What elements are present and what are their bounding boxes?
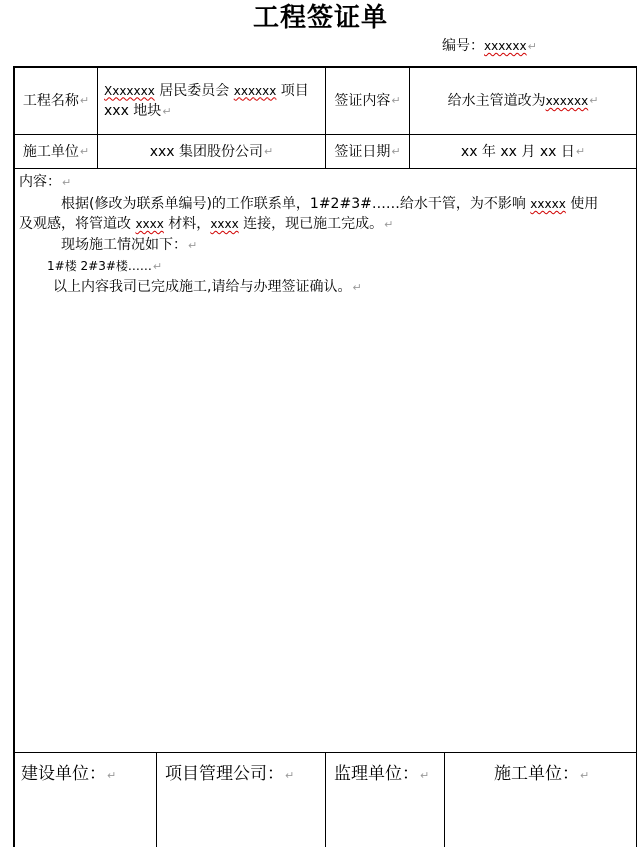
buildings-line xyxy=(19,256,633,277)
project-name-line-2: xxx 地块 xyxy=(104,102,162,119)
paragraph-2-text: 及观感，将管道改 xyxy=(19,216,136,232)
paragraph-mark-icon: ↵ xyxy=(162,104,172,118)
contractor-value-cell xyxy=(98,135,325,168)
conclusion-text: 以上内容我司已完成施工,请给与办理签证确认。 xyxy=(53,279,352,295)
signature-owner-label: 建设单位： xyxy=(21,764,106,784)
situation-line xyxy=(19,235,633,256)
paragraph-mark-icon: ↵ xyxy=(264,144,274,158)
visa-date-label: 签证日期 xyxy=(334,143,391,160)
paragraph-mark-icon: ↵ xyxy=(384,218,394,231)
situation-text: 现场施工情况如下： xyxy=(61,237,187,253)
paragraph-1-text: 根据(修改为联系单编号)的工作联系单，1#2#3#……给水干管，为不影响 xyxy=(61,196,531,212)
serial-value: xxxxxx xyxy=(484,39,527,53)
paragraph-mark-icon: ↵ xyxy=(188,239,198,252)
content-heading-line xyxy=(19,172,633,193)
buildings-text: 1#楼 2#3#楼…… xyxy=(47,259,152,273)
project-name-part-3: xxxxxx xyxy=(233,83,277,98)
visa-content-value-a: 给水主管道改为 xyxy=(447,93,546,109)
paragraph-mark-icon: ↵ xyxy=(580,769,590,782)
table-left-border xyxy=(13,66,15,847)
content-section xyxy=(19,172,633,298)
sig-divider-1 xyxy=(156,752,157,847)
visa-date-value-cell xyxy=(410,135,636,168)
signature-project-management xyxy=(165,763,294,787)
content-paragraph-line-2 xyxy=(19,214,633,235)
paragraph-2-connection: xxxx xyxy=(210,217,239,231)
content-heading: 内容： xyxy=(19,174,61,190)
document-title: 工程签证单 xyxy=(252,3,388,33)
signature-contractor-label: 施工单位： xyxy=(494,764,579,784)
paragraph-mark-icon: ↵ xyxy=(79,94,90,107)
paragraph-2-material: xxxx xyxy=(135,217,164,231)
project-name-part-1: Xxxxxxx xyxy=(104,83,155,98)
sig-divider-3 xyxy=(444,752,445,847)
paragraph-2-mid: 材料， xyxy=(163,216,211,232)
project-name-part-2: 居民委员会 xyxy=(154,82,234,99)
contractor-value: xxx 集团股份公司 xyxy=(149,143,264,160)
signature-supervisor-label: 监理单位： xyxy=(334,764,419,784)
visa-content-label-cell xyxy=(326,68,409,134)
project-name-part-4: 项目 xyxy=(276,82,309,99)
signature-project-management-label: 项目管理公司： xyxy=(165,764,284,784)
paragraph-mark-icon: ↵ xyxy=(285,769,295,782)
paragraph-mark-icon: ↵ xyxy=(527,40,537,53)
visa-date-value: xx 年 xx 月 xx 日 xyxy=(460,143,575,160)
content-paragraph-line-1 xyxy=(19,194,633,214)
project-name-label: 工程名称 xyxy=(22,93,79,109)
paragraph-mark-icon: ↵ xyxy=(152,260,163,273)
paragraph-mark-icon: ↵ xyxy=(391,94,401,107)
visa-date-label-cell xyxy=(326,135,409,168)
paragraph-2-tail: 连接，现已施工完成。 xyxy=(238,216,384,232)
paragraph-1-placeholder: xxxxx xyxy=(530,197,566,211)
paragraph-mark-icon: ↵ xyxy=(352,281,362,294)
serial-label: 编号： xyxy=(442,38,484,54)
contractor-label-cell xyxy=(15,135,97,168)
paragraph-mark-icon: ↵ xyxy=(420,769,430,782)
signature-supervisor xyxy=(334,763,429,787)
signature-contractor xyxy=(494,763,589,787)
paragraph-mark-icon: ↵ xyxy=(391,144,401,158)
contractor-label: 施工单位 xyxy=(22,143,79,160)
conclusion-line xyxy=(19,277,633,298)
paragraph-mark-icon: ↵ xyxy=(575,144,586,158)
project-name-value-cell xyxy=(104,68,324,134)
table-right-border xyxy=(636,66,637,847)
signature-owner xyxy=(21,763,116,787)
visa-content-value-b: xxxxxx xyxy=(545,94,589,108)
visa-content-value-cell xyxy=(410,68,636,134)
paragraph-mark-icon: ↵ xyxy=(589,94,599,107)
sig-divider-2 xyxy=(325,752,326,847)
paragraph-mark-icon: ↵ xyxy=(62,176,72,189)
visa-content-label: 签证内容 xyxy=(334,93,391,109)
paragraph-mark-icon: ↵ xyxy=(79,144,90,158)
serial-number xyxy=(442,37,537,56)
project-name-label-cell xyxy=(15,68,97,134)
paragraph-1-tail: 使用 xyxy=(565,196,599,212)
paragraph-mark-icon: ↵ xyxy=(107,769,117,782)
